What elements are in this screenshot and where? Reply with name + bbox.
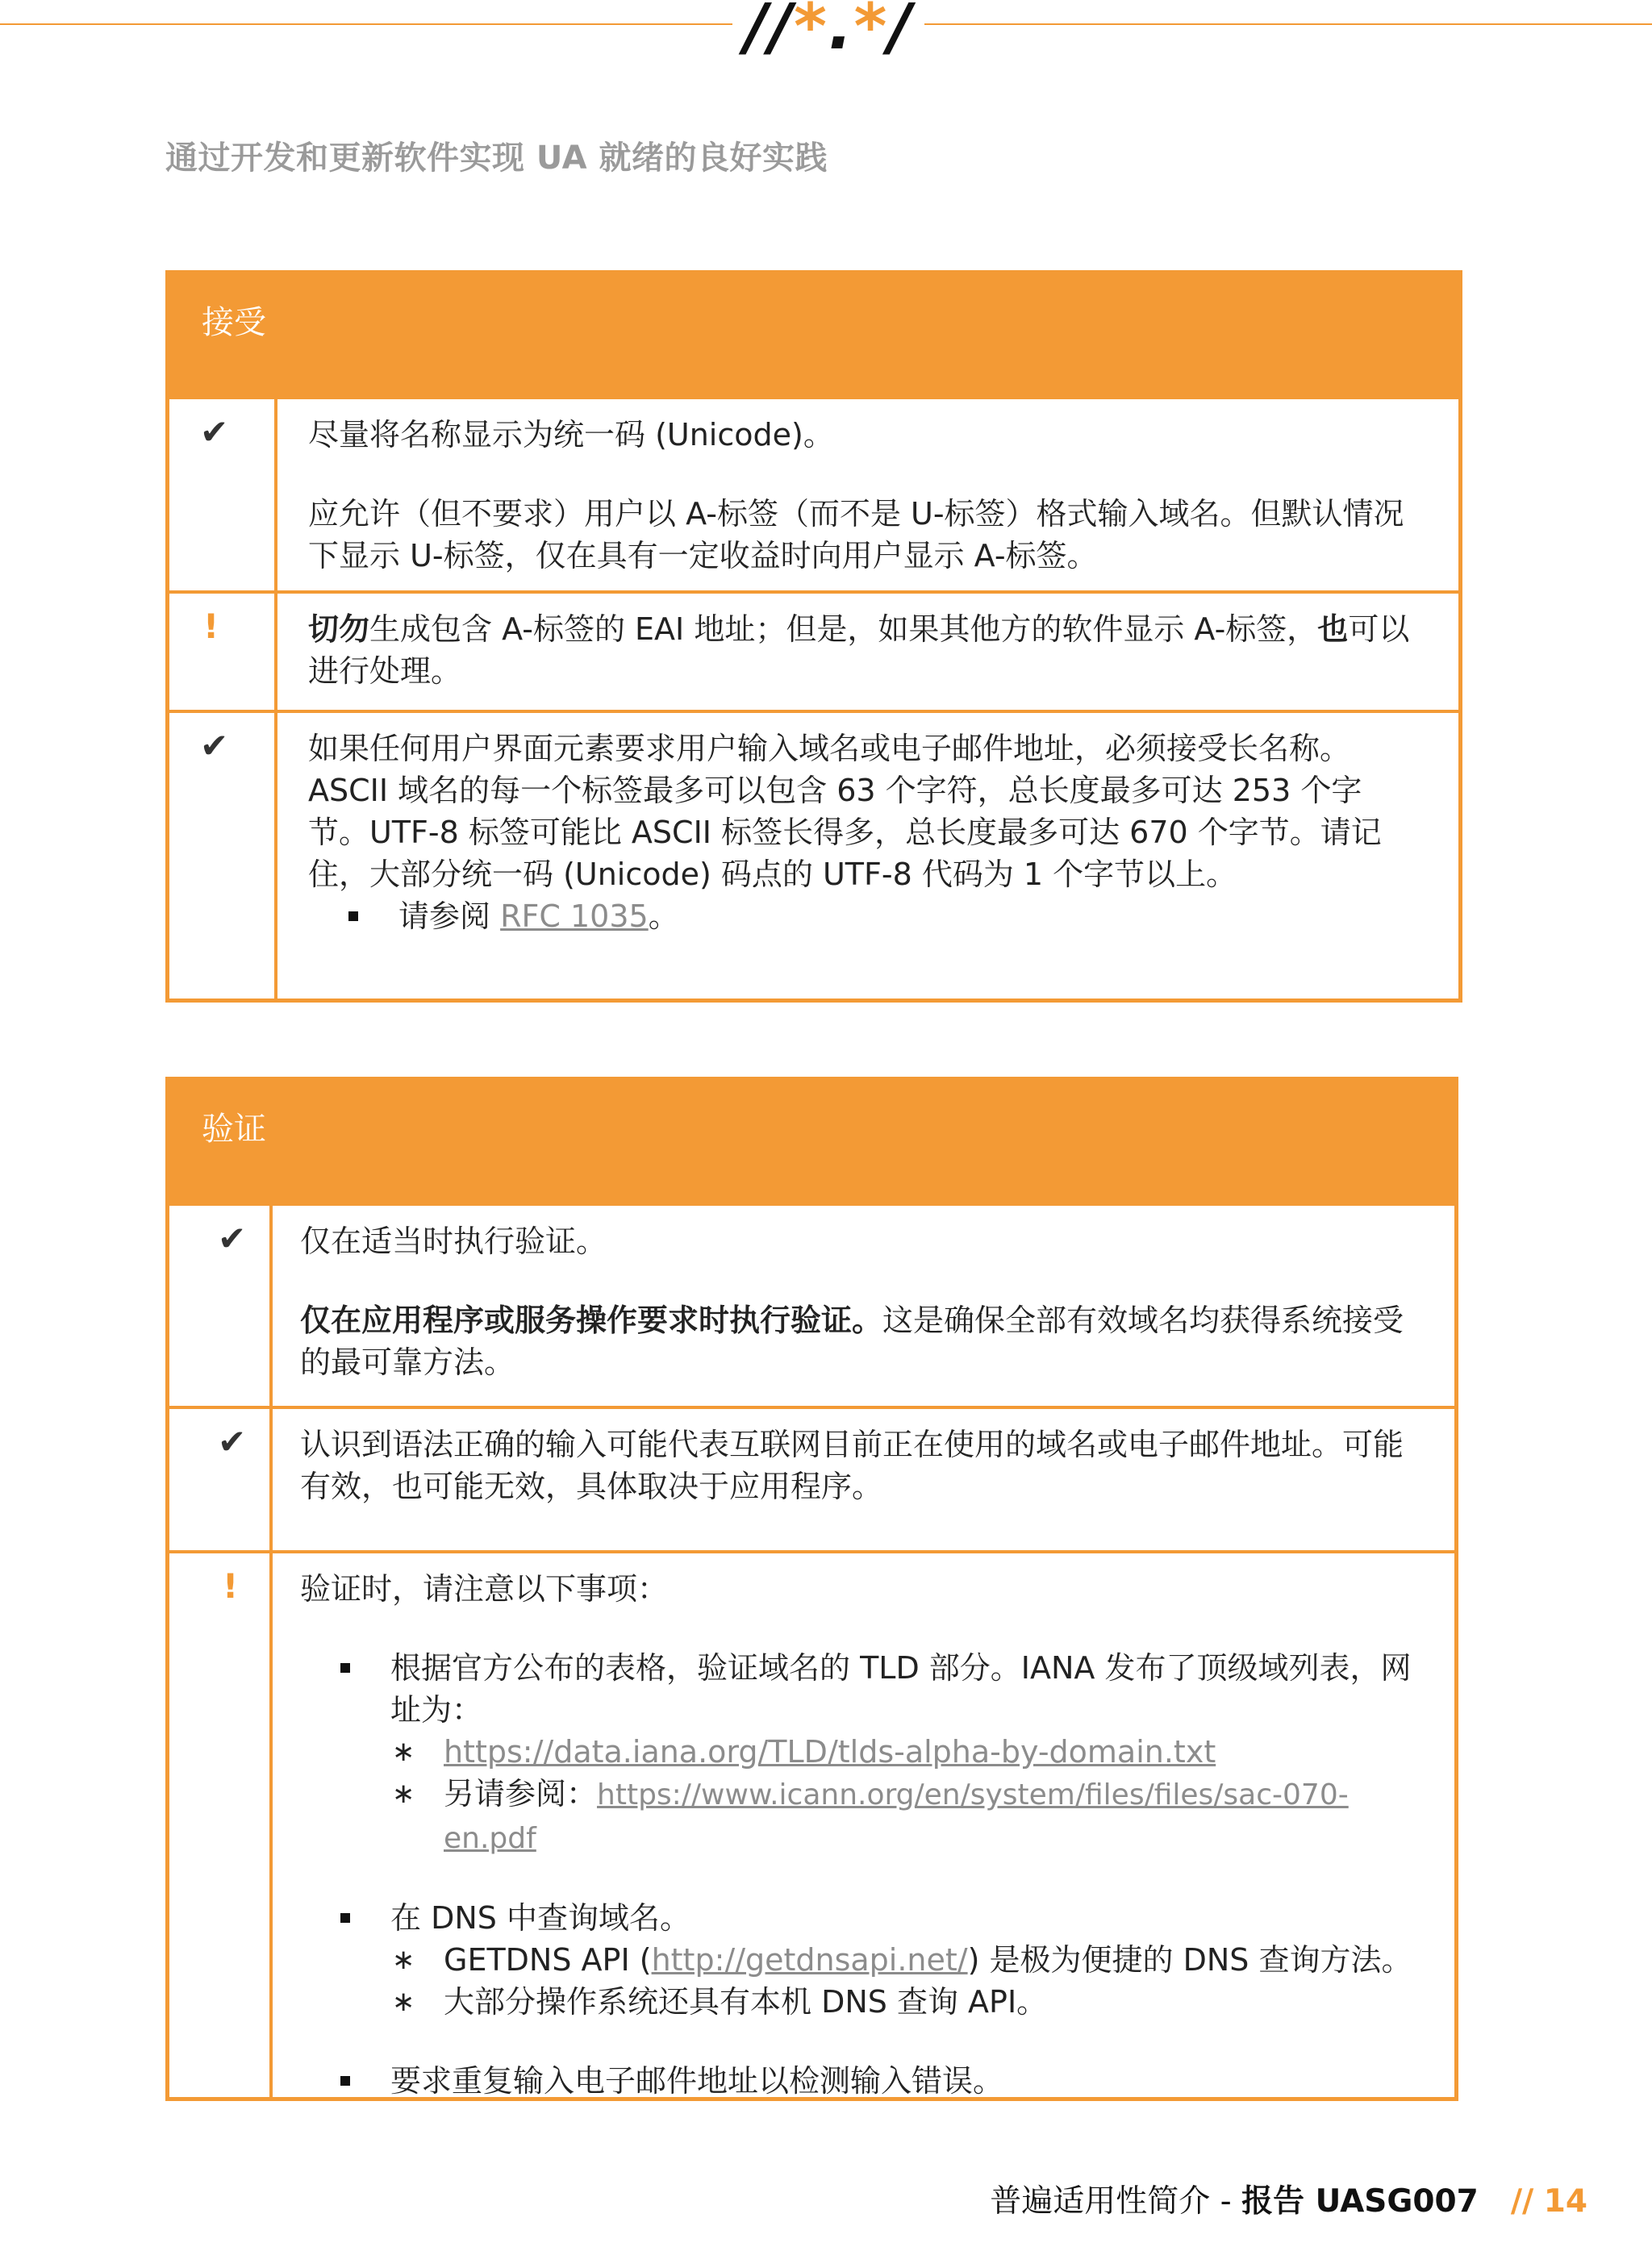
table-row [169, 1206, 1454, 1406]
footer-text: 普遍适用性简介 - [990, 2183, 1242, 2220]
asterisk-bullet-icon: ∗ [392, 1986, 415, 2018]
page-number: 14 [1543, 2183, 1587, 2220]
sub-list-item: ∗ 大部分操作系统还具有本机 DNS 查询 API。 [300, 1981, 1419, 2023]
table-row [169, 399, 1458, 590]
header-rule-right [924, 23, 1652, 25]
rfc-1035-link[interactable]: RFC 1035 [500, 898, 649, 934]
sub-list-item: ∗ GETDNS API (http://getdnsapi.net/) 是极为便捷的 DNS 查询方法。 [300, 1939, 1419, 1981]
list-item: 根据官方公布的表格，验证域名的 TLD 部分。IANA 发布了顶级域列表，网址为： [300, 1647, 1419, 1731]
table-row [169, 710, 1458, 999]
row-content [277, 594, 1458, 710]
table-row [169, 1406, 1454, 1550]
row-content [273, 1409, 1454, 1550]
section-accept [165, 270, 1462, 1003]
check-icon: ✔ [169, 1206, 273, 1406]
row-text: 验证时，请注意以下事项： [300, 1571, 669, 1607]
row-text: 请参阅 [398, 898, 501, 934]
section-header-accept: 接受 [169, 274, 1458, 399]
footer-report-id: 报告 UASG007 [1241, 2183, 1479, 2220]
bullet-square-icon [340, 2076, 350, 2086]
bullet-square-icon [348, 911, 358, 921]
check-icon: ✔ [169, 1409, 273, 1550]
list-item: 请参阅 RFC 1035。 [308, 895, 1423, 937]
row-text: 这是确保全部有效域名均获得系统接受的最可靠方法。 [300, 1303, 1404, 1380]
footer-slash: // [1510, 2183, 1534, 2220]
section-header-validate: 验证 [169, 1081, 1454, 1206]
row-text: 可以进行处理。 [308, 611, 1410, 689]
table-row [169, 590, 1458, 710]
uasg-logo: // * . * / [745, 0, 913, 64]
header-rule-left [0, 23, 732, 25]
row-text: 认识到语法正确的输入可能代表互联网目前正在使用的域名或电子邮件地址。可能有效，也可能无效，具体取决于应用程序。 [300, 1427, 1404, 1504]
asterisk-bullet-icon: ∗ [392, 1944, 415, 1976]
row-text: 应允许（但不要求）用户以 A-标签（而不是 U-标签）格式输入域名。但默认情况下显示 U-标签，仅在具有一定收益时向用户显示 A-标签。 [308, 496, 1404, 573]
table-row [169, 1550, 1454, 2099]
row-text: 仅在适当时执行验证。 [300, 1224, 607, 1259]
section-validate [165, 1077, 1458, 2101]
check-icon: ✔ [169, 713, 277, 999]
asterisk-bullet-icon: ∗ [392, 1736, 415, 1768]
warning-icon: ! [169, 594, 277, 710]
iana-tld-link[interactable]: https://data.iana.org/TLD/tlds-alpha-by-domain.txt [444, 1734, 1216, 1770]
row-text: 尽量将名称显示为统一码 (Unicode)。 [308, 417, 834, 452]
warning-icon: ! [169, 1553, 273, 2099]
row-text: 生成包含 A-标签的 EAI 地址；但是，如果其他方的软件显示 A-标签， [369, 611, 1318, 647]
list-item: 在 DNS 中查询域名。 [300, 1897, 1419, 1939]
emphasis-text: 切勿 [308, 611, 370, 647]
sub-list-item: ∗ 另请参阅：https://www.icann.org/en/system/files/files/sac-070-en.pdf [300, 1773, 1419, 1860]
row-text: 如果任何用户界面元素要求用户输入域名或电子邮件地址，必须接受长名称。ASCII 域名的每一个标签最多可以包含 63 个字符，总长度最多可达 253 个字节。UTF-8 标签可能比 ASCII 标签长得多，总长度最多可达 670 个字节。请记住，大部分统一码 (Unicode) 码点的 UTF-8 代码为 1 个字节以上。 [308, 731, 1382, 892]
emphasis-text: 也 [1317, 611, 1349, 647]
list-item: 要求重复输入电子邮件地址以检测输入错误。 [300, 2060, 1419, 2102]
emphasis-text: 仅在应用程序或服务操作要求时执行验证。 [300, 1303, 883, 1338]
row-content [273, 1553, 1454, 2099]
sub-list-item [300, 1731, 1419, 1773]
document-title: 通过开发和更新软件实现 UA 就绪的良好实践 [165, 140, 828, 177]
getdnsapi-link[interactable]: http://getdnsapi.net/ [651, 1942, 968, 1978]
asterisk-bullet-icon: ∗ [392, 1778, 415, 1810]
bullet-square-icon [340, 1913, 350, 1923]
row-content [277, 713, 1458, 999]
page-footer [990, 2176, 1587, 2221]
bullet-square-icon [340, 1663, 350, 1673]
row-content [277, 399, 1458, 590]
row-content [273, 1206, 1454, 1406]
icann-sac070-link[interactable]: https://www.icann.org/en/system/files/files/sac-070-en.pdf [444, 1778, 1349, 1855]
check-icon: ✔ [169, 399, 277, 590]
